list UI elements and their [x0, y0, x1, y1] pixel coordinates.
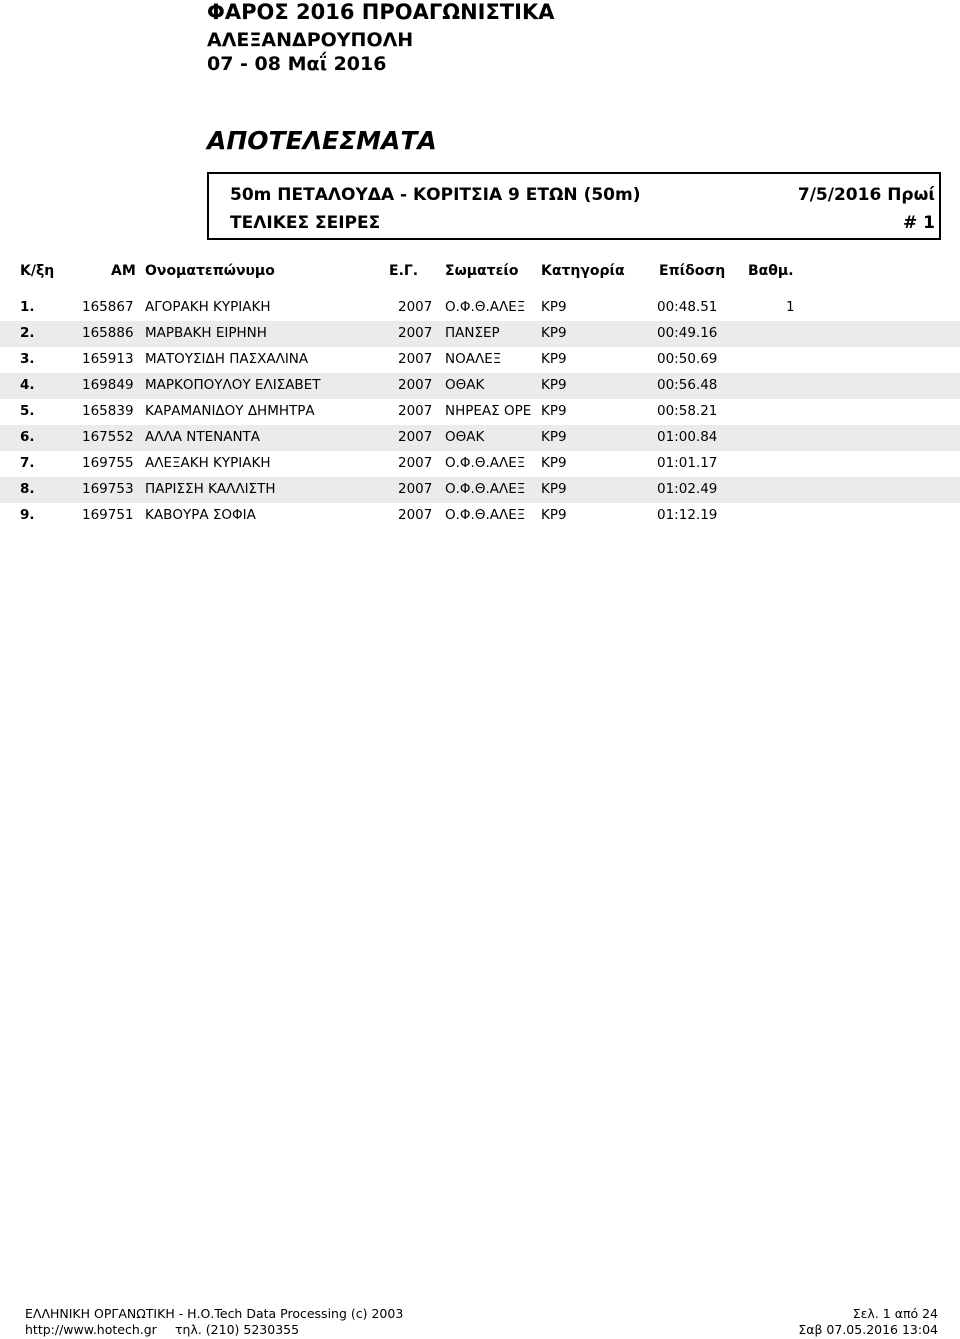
- club-cell: ΟΘΑΚ: [445, 377, 485, 393]
- year-cell: 2007: [398, 325, 433, 341]
- club-cell: Ο.Φ.Θ.ΑΛΕΞ: [445, 455, 526, 471]
- club-cell: Ο.Φ.Θ.ΑΛΕΞ: [445, 481, 526, 497]
- table-row: [0, 477, 960, 503]
- club-cell: ΟΘΑΚ: [445, 429, 485, 445]
- footer-company: ΕΛΛΗΝΙΚΗ ΟΡΓΑΝΩΤΙΚΗ - Η.Ο.Tech Data Processing (c) 2003: [25, 1306, 404, 1321]
- time-cell: 00:48.51: [657, 299, 718, 315]
- meet-title: ΦΑΡΟΣ 2016 ΠΡΟΑΓΩΝΙΣΤΙΚΑ: [207, 0, 555, 24]
- event-session: 7/5/2016 Πρωί: [797, 185, 935, 205]
- table-row: [0, 347, 960, 373]
- meet-dates: 07 - 08 Μαΐ 2016: [207, 53, 387, 75]
- event-box: [207, 172, 941, 240]
- col-year: Ε.Γ.: [389, 263, 419, 279]
- rank-cell: 3.: [20, 351, 35, 367]
- rank-cell: 9.: [20, 507, 35, 523]
- table-row: [0, 425, 960, 451]
- table-row: [0, 373, 960, 399]
- table-row: [0, 399, 960, 425]
- footer-page: Σελ. 1 από 24: [852, 1306, 938, 1321]
- year-cell: 2007: [398, 429, 433, 445]
- am-cell: 165839: [82, 403, 134, 419]
- category-cell: ΚΡ9: [541, 325, 567, 341]
- rank-cell: 8.: [20, 481, 35, 497]
- club-cell: Ο.Φ.Θ.ΑΛΕΞ: [445, 507, 526, 523]
- col-time: Επίδοση: [659, 263, 726, 279]
- club-cell: ΠΑΝΣΕΡ: [445, 325, 500, 341]
- am-cell: 165913: [82, 351, 134, 367]
- rank-cell: 2.: [20, 325, 35, 341]
- category-cell: ΚΡ9: [541, 455, 567, 471]
- name-cell: ΑΓΟΡΑΚΗ ΚΥΡΙΑΚΗ: [145, 299, 271, 315]
- time-cell: 01:02.49: [657, 481, 718, 497]
- points-cell: 1: [786, 299, 795, 315]
- time-cell: 01:12.19: [657, 507, 718, 523]
- event-heat: # 1: [903, 213, 935, 233]
- time-cell: 00:49.16: [657, 325, 718, 341]
- year-cell: 2007: [398, 299, 433, 315]
- table-row: [0, 451, 960, 477]
- am-cell: 169755: [82, 455, 134, 471]
- name-cell: ΠΑΡΙΣΣΗ ΚΑΛΛΙΣΤΗ: [145, 481, 276, 497]
- rank-cell: 5.: [20, 403, 35, 419]
- table-row: [0, 295, 960, 321]
- name-cell: ΚΑΡΑΜΑΝΙΔΟΥ ΔΗΜΗΤΡΑ: [145, 403, 315, 419]
- rank-cell: 7.: [20, 455, 35, 471]
- col-rank: Κ/ξη: [20, 263, 55, 279]
- rank-cell: 4.: [20, 377, 35, 393]
- am-cell: 167552: [82, 429, 134, 445]
- event-name: 50m ΠΕΤΑΛΟΥΔΑ - ΚΟΡΙΤΣΙΑ 9 ΕΤΩΝ (50m): [230, 185, 641, 205]
- name-cell: ΜΑΡΚΟΠΟΥΛΟΥ ΕΛΙΣΑΒΕΤ: [145, 377, 321, 393]
- category-cell: ΚΡ9: [541, 377, 567, 393]
- time-cell: 00:50.69: [657, 351, 718, 367]
- year-cell: 2007: [398, 377, 433, 393]
- col-points: Βαθμ.: [748, 263, 794, 279]
- club-cell: Ο.Φ.Θ.ΑΛΕΞ: [445, 299, 526, 315]
- category-cell: ΚΡ9: [541, 481, 567, 497]
- time-cell: 01:00.84: [657, 429, 718, 445]
- table-row: [0, 321, 960, 347]
- am-cell: 169751: [82, 507, 134, 523]
- year-cell: 2007: [398, 507, 433, 523]
- name-cell: ΚΑΒΟΥΡΑ ΣΟΦΙΑ: [145, 507, 256, 523]
- meet-city: ΑΛΕΞΑΝΔΡΟΥΠΟΛΗ: [207, 29, 414, 51]
- am-cell: 165867: [82, 299, 134, 315]
- category-cell: ΚΡ9: [541, 403, 567, 419]
- name-cell: ΑΛΛΑ ΝΤΕΝΑΝΤΑ: [145, 429, 261, 445]
- am-cell: 165886: [82, 325, 134, 341]
- footer-printed: Σαβ 07.05.2016 13:04: [798, 1322, 938, 1337]
- name-cell: ΜΑΤΟΥΣΙΔΗ ΠΑΣΧΑΛΙΝΑ: [145, 351, 309, 367]
- table-row: [0, 503, 960, 529]
- col-am: ΑΜ: [111, 263, 136, 279]
- year-cell: 2007: [398, 455, 433, 471]
- results-title: ΑΠΟΤΕΛΕΣΜΑΤΑ: [207, 126, 437, 155]
- event-round: ΤΕΛΙΚΕΣ ΣΕΙΡΕΣ: [230, 213, 381, 233]
- category-cell: ΚΡ9: [541, 429, 567, 445]
- time-cell: 01:01.17: [657, 455, 718, 471]
- footer-url: http://www.hotech.gr: [25, 1322, 157, 1337]
- am-cell: 169849: [82, 377, 134, 393]
- year-cell: 2007: [398, 403, 433, 419]
- club-cell: ΝΟΑΛΕΞ: [445, 351, 502, 367]
- name-cell: ΜΑΡΒΑΚΗ ΕΙΡΗΝΗ: [145, 325, 267, 341]
- club-cell: ΝΗΡΕΑΣ ΟΡΕ: [445, 403, 532, 419]
- name-cell: ΑΛΕΞΑΚΗ ΚΥΡΙΑΚΗ: [145, 455, 271, 471]
- am-cell: 169753: [82, 481, 134, 497]
- year-cell: 2007: [398, 351, 433, 367]
- rank-cell: 6.: [20, 429, 35, 445]
- col-category: Κατηγορία: [541, 263, 625, 279]
- year-cell: 2007: [398, 481, 433, 497]
- category-cell: ΚΡ9: [541, 507, 567, 523]
- category-cell: ΚΡ9: [541, 299, 567, 315]
- footer-phone: τηλ. (210) 5230355: [175, 1322, 300, 1337]
- col-club: Σωματείο: [445, 263, 519, 279]
- col-name: Ονοματεπώνυμο: [145, 263, 275, 279]
- rank-cell: 1.: [20, 299, 35, 315]
- time-cell: 00:58.21: [657, 403, 718, 419]
- category-cell: ΚΡ9: [541, 351, 567, 367]
- time-cell: 00:56.48: [657, 377, 718, 393]
